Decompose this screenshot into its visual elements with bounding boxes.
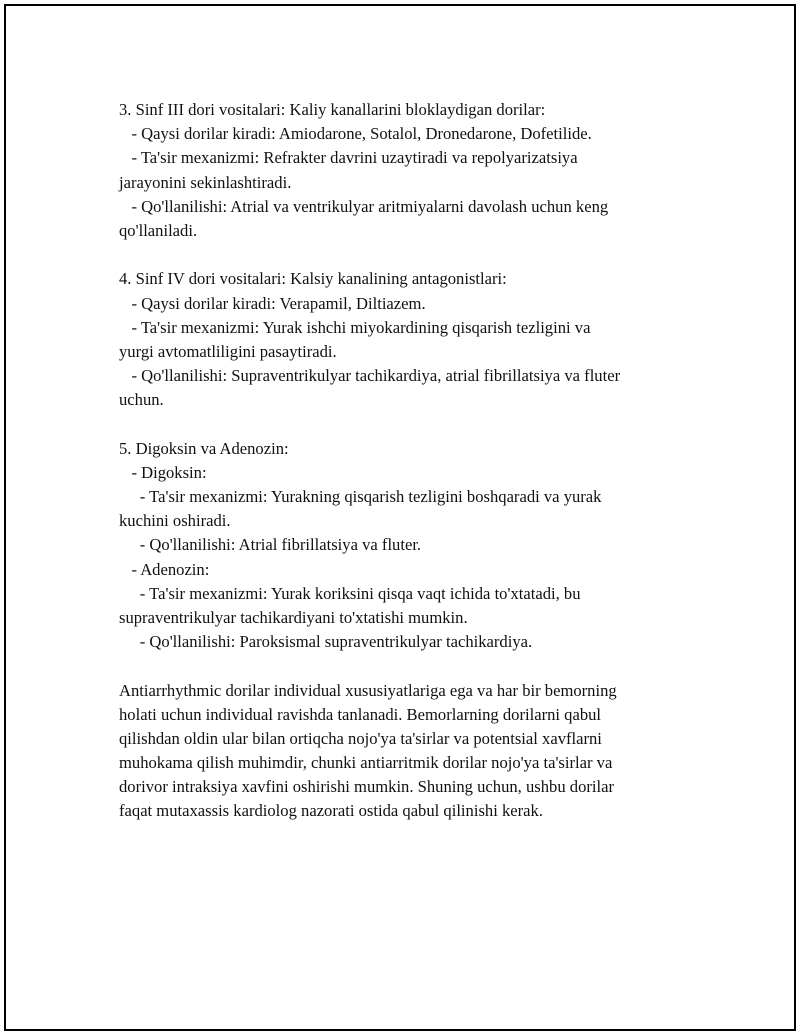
paragraph-line: dorivor intraksiya xavfini oshirishi mumkin. Shuning uchun, ushbu dorilar <box>119 777 615 797</box>
paragraph-gap <box>119 243 679 267</box>
conclusion-paragraph <box>119 679 679 824</box>
section-digoxin-adenosine <box>119 437 679 655</box>
list-item-continuation: supraventrikulyar tachikardiyani to'xtatishi mumkin. <box>119 607 468 627</box>
list-item-continuation: qo'llaniladi. <box>119 220 198 240</box>
section-class-iv <box>119 267 679 412</box>
sub-list-item: - Qo'llanilishi: Paroksismal supraventrikulyar tachikardiya. <box>119 632 533 652</box>
list-item-continuation: kuchini oshiradi. <box>119 511 231 531</box>
paragraph-gap <box>119 412 679 436</box>
sub-list-item: - Ta'sir mexanizmi: Yurakning qisqarish tezligini boshqaradi va yurak <box>119 487 602 506</box>
list-item: - Ta'sir mexanizmi: Refrakter davrini uzaytiradi va repolyarizatsiya <box>119 148 578 168</box>
list-item: - Qaysi dorilar kiradi: Amiodarone, Sotalol, Dronedarone, Dofetilide. <box>119 124 592 144</box>
list-item: - Qo'llanilishi: Atrial va ventrikulyar aritmiyalarni davolash uchun keng <box>119 196 609 216</box>
list-item: - Qo'llanilishi: Supraventrikulyar tachikardiya, atrial fibrillatsiya va fluter <box>119 366 621 386</box>
list-item-continuation: yurgi avtomatliligini pasaytiradi. <box>119 341 337 361</box>
section-heading: 4. Sinf IV dori vositalari: Kalsiy kanalining antagonistlari: <box>119 269 507 289</box>
list-item: - Ta'sir mexanizmi: Yurak ishchi miyokardining qisqarish tezligini va <box>119 317 591 337</box>
section-class-iii <box>119 98 679 243</box>
document-page <box>4 4 796 1031</box>
list-item: - Qaysi dorilar kiradi: Verapamil, Diltiazem. <box>119 293 426 313</box>
section-heading: 3. Sinf III dori vositalari: Kaliy kanallarini bloklaydigan dorilar: <box>119 100 546 119</box>
list-item-continuation: uchun. <box>119 390 164 410</box>
paragraph-line: holati uchun individual ravishda tanlanadi. Bemorlarning dorilarni qabul <box>119 704 602 724</box>
paragraph-line: qilishdan oldin ular bilan ortiqcha nojo'ya ta'sirlar va potentsial xavflarni <box>119 728 602 748</box>
paragraph-line: muhokama qilish muhimdir, chunki antiarritmik dorilar nojo'ya ta'sirlar va <box>119 753 613 773</box>
sub-list-item: - Ta'sir mexanizmi: Yurak koriksini qisqa vaqt ichida to'xtatadi, bu <box>119 583 581 603</box>
paragraph-line: faqat mutaxassis kardiolog nazorati ostida qabul qilinishi kerak. <box>119 801 543 821</box>
sub-list-item: - Qo'llanilishi: Atrial fibrillatsiya va fluter. <box>119 535 422 555</box>
section-heading: 5. Digoksin va Adenozin: <box>119 438 289 458</box>
list-item: - Adenozin: <box>119 559 210 579</box>
paragraph-line: Antiarrhythmic dorilar individual xususiyatlariga ega va har bir bemorning <box>119 680 617 700</box>
paragraph-gap <box>119 654 679 678</box>
list-item-continuation: jarayonini sekinlashtiradi. <box>119 172 292 192</box>
document-body <box>119 98 679 824</box>
list-item: - Digoksin: <box>119 462 207 482</box>
